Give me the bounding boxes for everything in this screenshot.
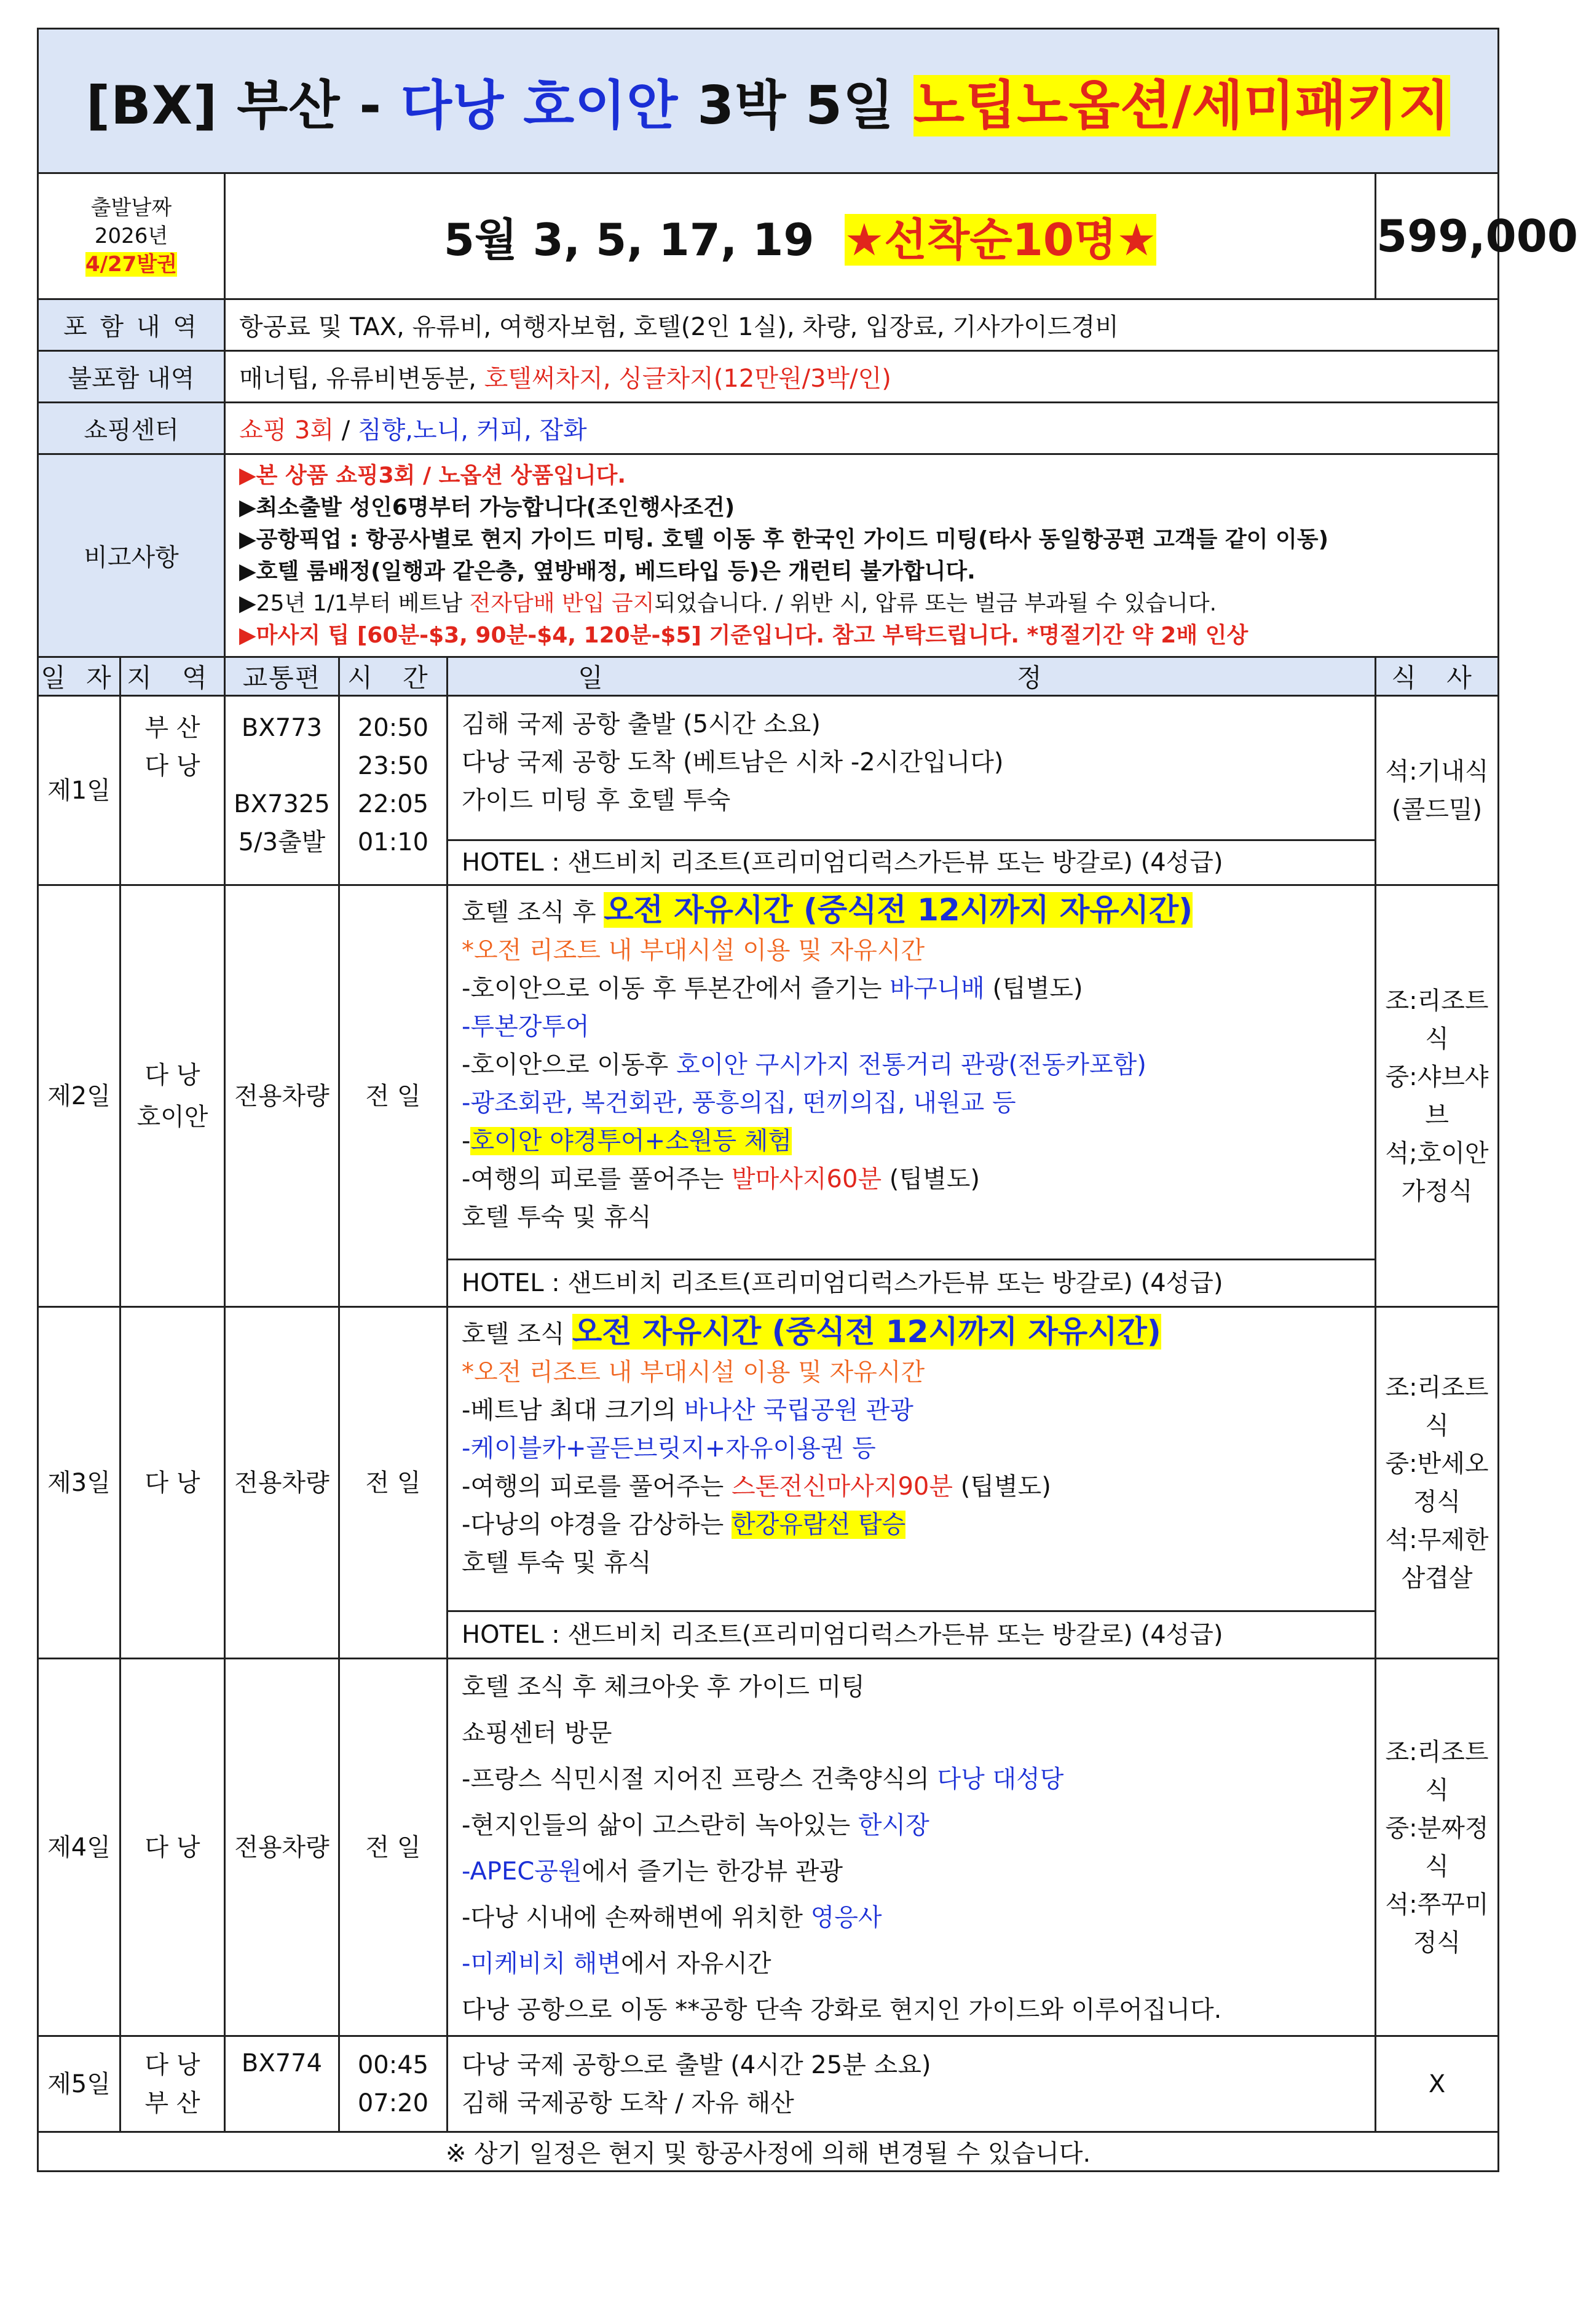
meal-line: 석;호이안 [1385, 1139, 1489, 1168]
schedule-line [448, 1941, 1375, 1987]
schedule-part: -다낭 시내에 손짜해변에 위치한 [462, 1903, 811, 1932]
day4-region: 다 낭 [120, 1659, 225, 2036]
schedule-massage: 스톤전신마사지90분 [731, 1472, 953, 1501]
schedule-line: 김해 국제 공항 출발 (5시간 소요) [462, 710, 821, 738]
region-line: 부 산 [144, 714, 200, 742]
free-time-highlight: 오전 자유시간 (중식전 12시까지 자유시간) [604, 892, 1193, 928]
schedule-line: 김해 국제공항 도착 / 자유 해산 [462, 2089, 794, 2117]
remark-line: ▶마사지 팁 [60분-$3, 90분-$4, 120분-$5] 기준입니다. 참고 부탁드립니다. *명절기간 약 2배 인상 [239, 622, 1249, 648]
remark-line [239, 588, 1497, 620]
time-value: 23:50 [357, 752, 429, 780]
schedule-attraction: 호이안 야경투어+소원등 체험 [470, 1127, 792, 1155]
schedule-attraction: -APEC공원 [462, 1857, 582, 1886]
schedule-line [448, 1757, 1375, 1803]
schedule-part: (팁별도) [882, 1165, 980, 1193]
region-line: 다 낭 [144, 1061, 200, 1089]
day4-meal [1376, 1659, 1499, 2036]
region-line: 호이안 [136, 1102, 208, 1131]
schedule-line [448, 1313, 1375, 1353]
page-title [38, 29, 1499, 173]
remark-line: ▶최소출발 성인6명부터 가능합니다(조인행사조건) [239, 494, 735, 520]
schedule-line: 쇼핑센터 방문 [462, 1719, 612, 1747]
day3-transport: 전용차량 [225, 1307, 339, 1659]
schedule-line: *오전 리조트 내 부대시설 이용 및 자유시간 [462, 936, 925, 965]
departure-dates: 5월 3, 5, 17, 19 [443, 214, 815, 266]
region-line: 부 산 [144, 2089, 200, 2117]
ticketing-date: 4/27발권 [85, 252, 178, 277]
schedule-line [448, 891, 1375, 931]
meal-line: 중:반세오 [1385, 1449, 1489, 1478]
day2-time: 전 일 [339, 885, 448, 1307]
day1-meal [1376, 696, 1499, 885]
shopping-items: 침향,노니, 커피, 잡화 [358, 416, 587, 445]
meal-line: 조:리조트식 [1385, 1737, 1489, 1804]
remark-part: ▶25년 1/1부터 베트남 [239, 590, 470, 616]
departure-year: 2026년 [94, 224, 168, 248]
time-value: 07:20 [357, 2089, 429, 2117]
schedule-line [448, 1046, 1375, 1084]
schedule-part: -여행의 피로를 풀어주는 [462, 1165, 732, 1193]
day2-transport: 전용차량 [225, 885, 339, 1307]
region-line: 다 낭 [144, 2050, 200, 2079]
title-destination: 다낭 호이안 [401, 75, 679, 136]
day2-schedule [448, 885, 1376, 1307]
meal-line: 조:리조트식 [1385, 986, 1489, 1053]
title-prefix: [BX] 부산 - [85, 75, 401, 136]
schedule-part: -호이안으로 이동후 [462, 1051, 676, 1079]
schedule-line: 다낭 국제 공항으로 출발 (4시간 25분 소요) [462, 2050, 931, 2079]
departure-label [38, 173, 225, 299]
schedule-attraction: 한강유람선 탑승 [731, 1511, 906, 1539]
title-duration: 3박 5일 [678, 75, 913, 136]
day1-region [120, 696, 225, 885]
meal-line: 삼겹살 [1401, 1563, 1473, 1592]
schedule-massage: 발마사지60분 [731, 1165, 882, 1193]
header-transport: 교통편 [225, 657, 339, 696]
meal-line: 정식 [1413, 1928, 1461, 1957]
header-time: 시 간 [339, 657, 448, 696]
meal-line: (콜드밀) [1391, 795, 1483, 824]
itinerary-table [37, 28, 1578, 2172]
time-value: 01:10 [357, 828, 429, 856]
schedule-line [448, 1468, 1375, 1506]
meal-line: 중:분짜정식 [1385, 1814, 1489, 1881]
first-come-badge: ★선착순10명★ [844, 214, 1157, 266]
day-label: 제4일 [38, 1659, 120, 2036]
schedule-line [448, 1895, 1375, 1941]
schedule-part: -현지인들의 삶이 고스란히 녹아있는 [462, 1811, 858, 1840]
meal-line: 석:쭈꾸미 [1385, 1890, 1489, 1919]
meal-line: 중:샤브샤브 [1385, 1062, 1489, 1129]
flight-note: 5/3출발 [238, 828, 326, 856]
schedule-part: -여행의 피로를 풀어주는 [462, 1472, 732, 1501]
meal-line: 정식 [1413, 1487, 1461, 1516]
free-time-highlight: 오전 자유시간 (중식전 12시까지 자유시간) [572, 1314, 1161, 1350]
time-value: 00:45 [357, 2050, 429, 2079]
schedule-line [448, 1160, 1375, 1198]
remark-line: ▶호텔 룸배정(일행과 같은층, 옆방배정, 베드타입 등)은 개런티 불가합니다. [239, 558, 976, 584]
meal-line: 조:리조트식 [1385, 1373, 1489, 1440]
schedule-part: 호텔 조식 [462, 1320, 572, 1348]
day-label: 제1일 [38, 696, 120, 885]
schedule-line [448, 1122, 1375, 1160]
day3-schedule [448, 1307, 1376, 1659]
flight-number: BX7325 [234, 790, 330, 818]
schedule-line: 가이드 미팅 후 호텔 투숙 [462, 786, 731, 815]
schedule-attraction: 영응사 [810, 1903, 882, 1932]
price: 599,000 [1376, 210, 1578, 262]
day5-times [339, 2036, 448, 2132]
day5-schedule [448, 2036, 1376, 2132]
schedule-part: (팁별도) [984, 974, 1083, 1003]
day-label: 제2일 [38, 885, 120, 1307]
schedule-part: 에서 자유시간 [621, 1950, 771, 1978]
schedule-line: 다낭 국제 공항 도착 (베트남은 시차 -2시간입니다) [462, 748, 1004, 777]
schedule-line [448, 970, 1375, 1008]
schedule-line: -광조회관, 복건회관, 풍흥의집, 떤끼의집, 내원교 등 [462, 1089, 1016, 1117]
schedule-line: 호텔 조식 후 체크아웃 후 가이드 미팅 [462, 1673, 865, 1701]
title-badge: 노팁노옵션/세미패키지 [913, 75, 1451, 136]
day4-time: 전 일 [339, 1659, 448, 2036]
schedule-line: 호텔 투숙 및 휴식 [462, 1549, 652, 1577]
remark-line: ▶본 상품 쇼핑3회 / 노옵션 상품입니다. [239, 462, 626, 488]
shopping-text [225, 403, 1499, 454]
schedule-line: -투본강투어 [462, 1013, 590, 1041]
schedule-attraction: 바나산 국립공원 관광 [684, 1396, 913, 1425]
hotel-line: HOTEL : 샌드비치 리조트(프리미엄디럭스가든뷰 또는 방갈로) (4성급) [448, 1259, 1375, 1306]
excludes-surcharge: 호텔써차지, 싱글차지(12만원/3박/인) [484, 365, 891, 393]
schedule-part: 호텔 조식 후 [462, 898, 604, 927]
schedule-line: *오전 리조트 내 부대시설 이용 및 자유시간 [462, 1358, 925, 1386]
header-schedule: 일 정 [448, 657, 1376, 696]
day1-times [339, 696, 448, 885]
schedule-part: -프랑스 식민시절 지어진 프랑스 건축양식의 [462, 1765, 937, 1793]
schedule-attraction: 호이안 구시가지 전통거리 관광(전동카포함) [676, 1051, 1146, 1079]
remarks-text [225, 454, 1499, 657]
hotel-line: HOTEL : 샌드비치 리조트(프리미엄디럭스가든뷰 또는 방갈로) (4성급) [448, 839, 1375, 884]
day3-time: 전 일 [339, 1307, 448, 1659]
day2-region [120, 885, 225, 1307]
meal-line: 석:기내식 [1385, 757, 1489, 786]
schedule-part: (팁별도) [953, 1472, 1051, 1501]
excludes-label: 불포함 내역 [38, 351, 225, 403]
meal-line: 석:무제한 [1385, 1525, 1489, 1554]
header-meal: 식 사 [1376, 657, 1499, 696]
flight-number: BX773 [241, 714, 323, 742]
time-value: 20:50 [357, 714, 429, 742]
schedule-line [448, 1506, 1375, 1544]
header-region: 지 역 [120, 657, 225, 696]
departure-label-line: 출발날짜 [90, 196, 172, 220]
includes-label: 포 함 내 역 [38, 299, 225, 351]
departure-dates-cell [225, 173, 1376, 299]
time-value: 22:05 [357, 790, 429, 818]
price-cell [1376, 173, 1578, 299]
schedule-line: 다낭 공항으로 이동 **공항 단속 강화로 현지인 가이드와 이루어집니다. [462, 1996, 1222, 2024]
schedule-part: - [462, 1127, 471, 1155]
schedule-line [448, 1849, 1375, 1895]
shopping-label: 쇼핑센터 [38, 403, 225, 454]
remark-ecig: 전자담배 반입 금지 [469, 590, 655, 616]
day5-flight: BX774 [225, 2036, 339, 2132]
day3-meal [1376, 1307, 1499, 1659]
itinerary-page [37, 28, 1578, 2172]
shopping-count: 쇼핑 3회 [239, 416, 334, 445]
remark-part: 되었습니다. / 위반 시, 압류 또는 벌금 부과될 수 있습니다. [654, 590, 1217, 616]
schedule-line: 호텔 투숙 및 휴식 [462, 1203, 652, 1231]
header-day: 일 자 [38, 657, 120, 696]
excludes-plain: 매너팁, 유류비변동분, [239, 365, 484, 393]
day1-flights [225, 696, 339, 885]
day1-schedule [448, 696, 1376, 885]
schedule-attraction: 다낭 대성당 [937, 1765, 1064, 1793]
day4-schedule [448, 1659, 1376, 2036]
shopping-separator: / [334, 416, 358, 445]
schedule-line [448, 1391, 1375, 1429]
region-line: 다 낭 [144, 752, 200, 780]
remarks-label: 비고사항 [38, 454, 225, 657]
day-label: 제5일 [38, 2036, 120, 2132]
day2-meal [1376, 885, 1499, 1307]
includes-text: 항공료 및 TAX, 유류비, 여행자보험, 호텔(2인 1실), 차량, 입장료, 기사가이드경비 [225, 299, 1499, 351]
schedule-line [448, 1803, 1375, 1849]
schedule-part: 에서 즐기는 한강뷰 관광 [582, 1857, 843, 1886]
schedule-part: -호이안으로 이동 후 투본간에서 즐기는 [462, 974, 890, 1003]
day4-transport: 전용차량 [225, 1659, 339, 2036]
schedule-line: -케이블카+골든브릿지+자유이용권 등 [462, 1434, 876, 1463]
hotel-line: HOTEL : 샌드비치 리조트(프리미엄디럭스가든뷰 또는 방갈로) (4성급) [448, 1610, 1375, 1658]
schedule-attraction: 바구니배 [890, 974, 985, 1003]
schedule-attraction: -미케비치 해변 [462, 1950, 621, 1978]
footer-note: ※ 상기 일정은 현지 및 항공사정에 의해 변경될 수 있습니다. [38, 2132, 1499, 2172]
day5-meal: X [1376, 2036, 1499, 2132]
day3-region: 다 낭 [120, 1307, 225, 1659]
schedule-part: -다낭의 야경을 감상하는 [462, 1511, 732, 1539]
remark-line: ▶공항픽업 : 항공사별로 현지 가이드 미팅. 호텔 이동 후 한국인 가이드 미팅(타사 동일항공편 고객들 같이 이동) [239, 526, 1329, 552]
day-label: 제3일 [38, 1307, 120, 1659]
meal-line: 가정식 [1401, 1177, 1473, 1206]
excludes-text [225, 351, 1499, 403]
day5-region [120, 2036, 225, 2132]
schedule-part: -베트남 최대 크기의 [462, 1396, 684, 1425]
schedule-attraction: 한시장 [858, 1811, 929, 1840]
